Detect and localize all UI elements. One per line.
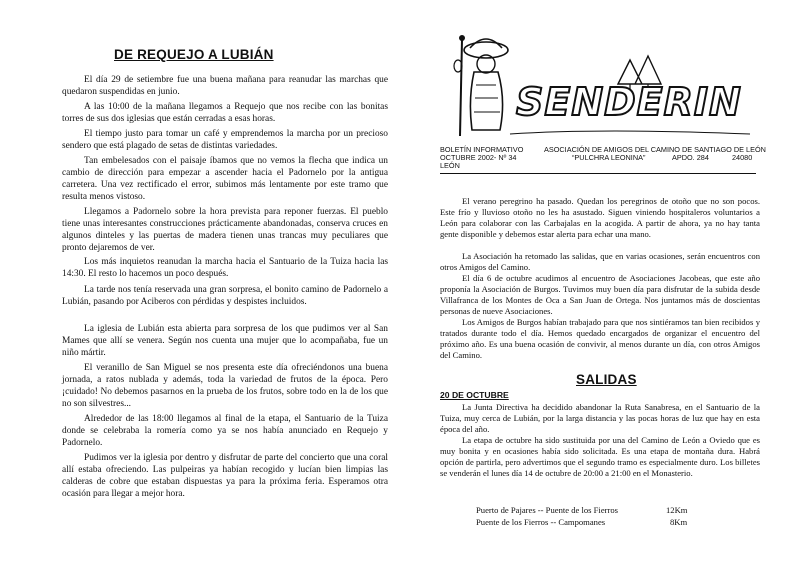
article-paragraph-2: A las 10:00 de la mañana llegamos a Requejo que nos recibe con las bonitas torres de sus dos iglesias que están cerradas a esas horas.: [62, 102, 388, 125]
article-paragraph-9: El veranillo de San Miguel se nos presenta este día ofreciéndonos una buena jornada, a ratos nublada y además, toda la variedad de frutos de la época. Pero ¡cuidado! No debemos pasarnos en la prueba de los frutos, sobre todo en la de los que no son silvestres...: [62, 363, 388, 410]
route-segment-1: Puerto de Pajares -- Puente de los Fierros: [476, 505, 619, 515]
masthead: [440, 30, 760, 140]
article-paragraph-6: Los más inquietos reanudan la marcha hacia el Santuario de la Tuiza hacia las 14:30. El resto lo hacemos un poco después.: [62, 257, 388, 280]
route-distance-1: 12Km: [666, 505, 688, 515]
article-paragraph-1: El día 29 de setiembre fue una buena mañana para reanudar las marchas que quedaron suspendidas en junio.: [62, 75, 388, 98]
association-box: APDO. 284: [672, 153, 709, 162]
intro-paragraph-4: Los Amigos de Burgos habían trabajado para que nos sintiéramos tan bien recibidos y tratados durante todo el día. Hemos quedado encargados de organizar el encuentro del próximo año. Es una buena ocasión de convivir, al menos durante un día, con otros Amigos del Camino.: [440, 317, 760, 360]
article-paragraph-3: El tiempo justo para tomar un café y emprendemos la marcha por un precioso sendero que está plagado de setas de distintas variedades.: [62, 129, 388, 152]
salidas-date: 20 DE OCTUBRE: [440, 390, 509, 400]
route-segment-2: Puente de los Fierros -- Campomanes: [476, 517, 606, 527]
bulletin-issue: OCTUBRE 2002- Nº 34: [440, 153, 517, 162]
salidas-paragraph-2: La etapa de octubre ha sido sustituida por una del Camino de León a Oviedo que es muy bonita y en ocasiones había sido solicitada. Es una etapa de montaña dura. Habrá opción de partirla, pero advertimos que el segundo tramo es especialmente duro. Los billetes se venderán el lunes día 14 de octubre de 20:00 a 21:00 en el Monasterio.: [440, 435, 760, 478]
association-line: ASOCIACIÓN DE AMIGOS DEL CAMINO DE SANTIAGO DE LEÓN: [544, 145, 766, 154]
article-paragraph-4: Tan embelesados con el paisaje íbamos que no vemos la flecha que indica un cambio de dirección para empezar a ascender hacia el Padornelo por la antigua carretera. Una vez rectificado el error, subimos más lentamente por este tramo que resulta menos vistoso.: [62, 156, 388, 203]
association-name: “PULCHRA LEONINA”: [572, 153, 646, 162]
intro-paragraph-2: La Asociación ha retomado las salidas, que en varias ocasiones, serán encuentros con otros Amigos del Camino.: [440, 251, 760, 272]
intro-paragraph-3: El día 6 de octubre acudimos al encuentro de Asociaciones Jacobeas, que este año proponía la Asociación de Burgos. Tuvimos muy buen día para disfrutar de la subida desde Villafranca de los Montes de Oca a San Juan de Ortega. Nos juntamos más de doscientas personas de nueve Asociaciones.: [440, 273, 760, 316]
article-paragraph-5: Llegamos a Padornelo sobre la hora prevista para reponer fuerzas. El pueblo tiene unas interesantes construcciones prácticamente abandonadas, conserva cruces en algunos dinteles y las puertas de madera tienen unas trancas muy peculiares que pronto dejaremos de ver.: [62, 207, 388, 254]
article-paragraph-11: Pudimos ver la iglesia por dentro y disfrutar de parte del concierto que una coral allí estaba ofreciendo. Las pulpeiras ya habían recogido y lucían bien limpias las calderas de cobre que estaban dispuestas ya para la próxima feria. Esperamos otra ocasión para llegar a mejor hora.: [62, 453, 388, 500]
article-title: DE REQUEJO A LUBIÁN: [114, 47, 274, 62]
masthead-divider: [440, 173, 756, 174]
article-paragraph-8: La iglesia de Lubián esta abierta para sorpresa de los que pudimos ver al San Mames que allí se venera. Según nos cuenta una mujer que lo acompañaba, fue un niño mártir.: [62, 324, 388, 359]
staff-icon: [460, 40, 462, 136]
salidas-title: SALIDAS: [576, 372, 637, 387]
logo-text: SENDERIN: [516, 80, 742, 124]
intro-paragraph-1: El verano peregrino ha pasado. Quedan los peregrinos de otoño que no son pocos. Este frío y lluvioso otoño no les ha asustado. Siguen viniendo hospitaleros voluntarios a León para colaborar con las Carbajalas en la acogida. A partir de ahora, ya no hay tanta gente disponible y debemos estar alerta para echar una mano.: [440, 196, 760, 239]
article-paragraph-7: La tarde nos tenía reservada una gran sorpresa, el bonito camino de Padornelo a Lubián, pasando por Aciberos con pérdidas y despistes incluidos.: [62, 285, 388, 308]
salidas-paragraph-1: La Junta Directiva ha decidido abandonar la Ruta Sanabresa, en el Santuario de la Tuiza, muy cerca de Lubián, por la larga distancia y las pocas horas de luz que hay en esta época del año.: [440, 402, 760, 434]
bulletin-title: BOLETÍN INFORMATIVO: [440, 145, 524, 154]
article-paragraph-10: Alrededor de las 18:00 llegamos al final de la etapa, el Santuario de la Tuiza donde se celebraba la romería como ya se nos había anunciado en Requejo y Padornelo.: [62, 414, 388, 449]
route-distance-2: 8Km: [670, 517, 688, 527]
association-zip: 24080: [732, 153, 753, 162]
bulletin-city: LEÓN: [440, 161, 460, 170]
